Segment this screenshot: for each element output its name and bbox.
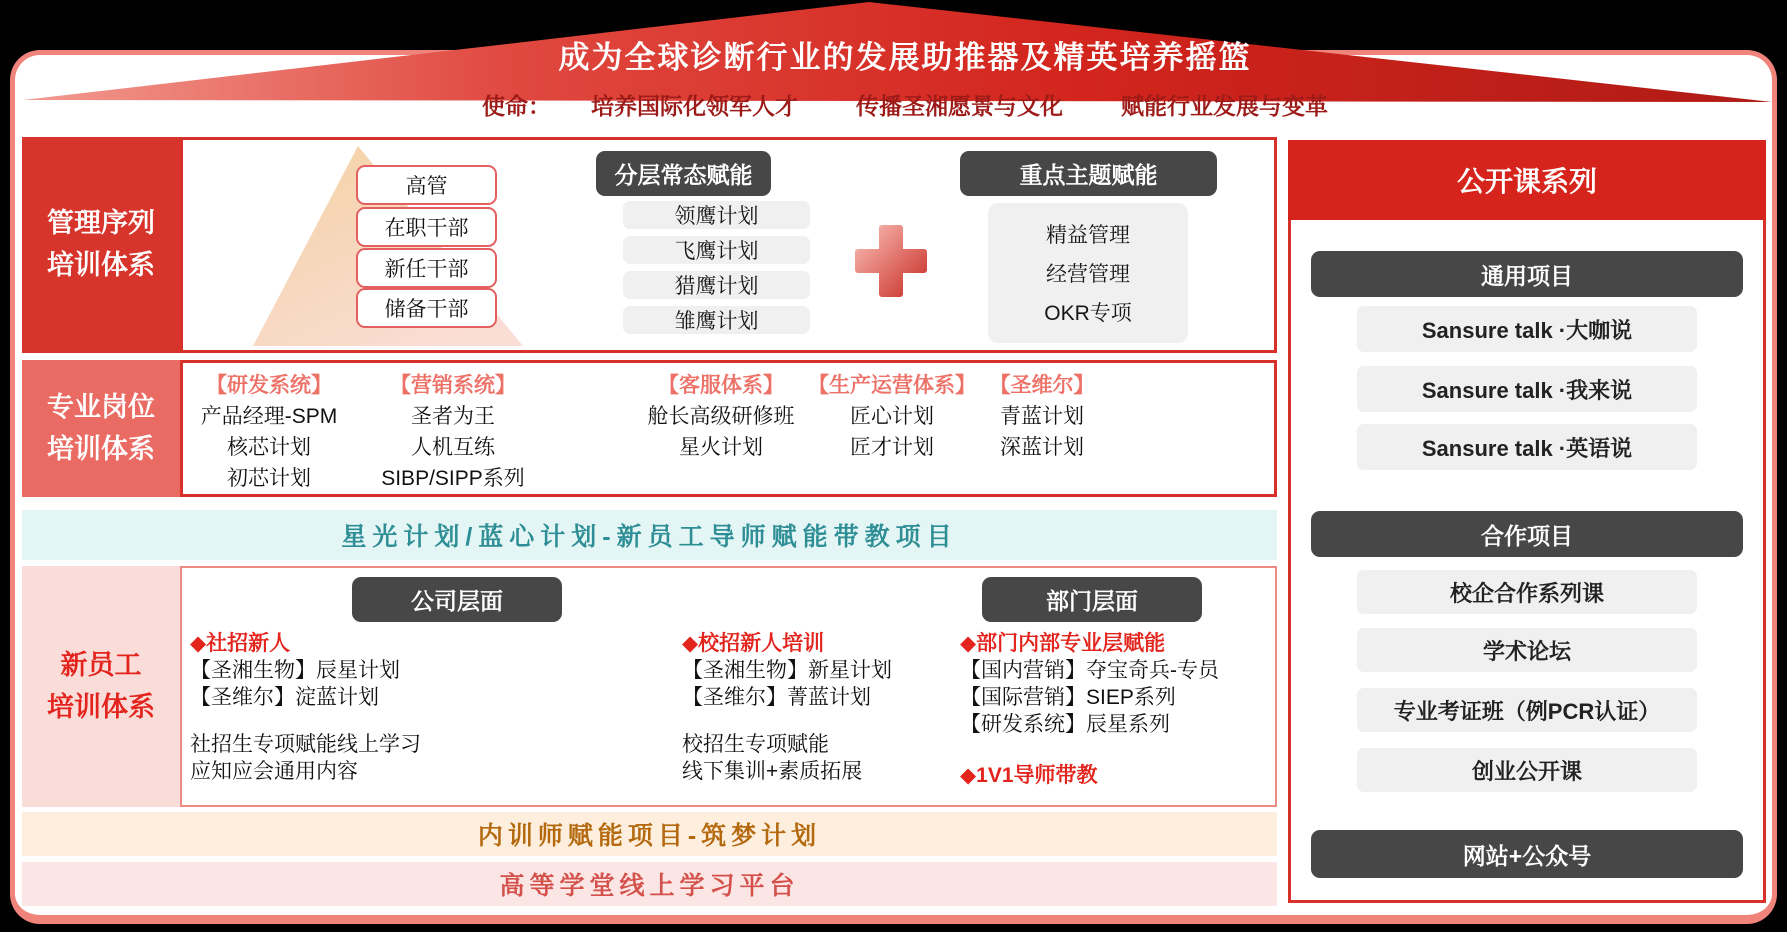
professional-content	[180, 360, 1277, 497]
department-item: 【研发系统】辰星系列	[960, 713, 1170, 736]
professional-column	[183, 371, 355, 494]
social-recruit-title: ◆社招新人	[190, 632, 291, 655]
social-recruit-note: 应知应会通用内容	[190, 760, 358, 783]
mission-item: 传播圣湘愿景与文化	[856, 93, 1063, 119]
department-title: ◆部门内部专业层赋能	[960, 632, 1166, 655]
website-wechat-footer: 网站+公众号	[1311, 830, 1743, 878]
column-item: 星火计划	[679, 436, 763, 459]
general-project-pill: Sansure talk ·我来说	[1357, 366, 1697, 412]
social-recruit-item: 【圣湘生物】辰星计划	[190, 659, 400, 682]
sidebar-professional	[22, 360, 180, 497]
professional-column	[363, 371, 543, 494]
theme-program: OKR专项	[1044, 302, 1132, 325]
plus-icon	[855, 225, 927, 297]
program-pill: 飞鹰计划	[623, 236, 810, 264]
sidebar-professional-line2: 培训体系	[47, 433, 155, 464]
general-project-pill: Sansure talk ·英语说	[1357, 424, 1697, 470]
coop-project-pill: 校企合作系列课	[1357, 570, 1697, 614]
mentor-program-bar: 星光计划/蓝心计划-新员工导师赋能带教项目	[22, 510, 1277, 560]
coop-project-pill: 学术论坛	[1357, 628, 1697, 672]
management-content	[180, 137, 1277, 353]
campus-recruit-title: ◆校招新人培训	[682, 632, 825, 655]
mission-label: 使命：	[482, 93, 551, 119]
column-header: 【生产运营体系】	[808, 374, 976, 397]
column-header: 【客服体系】	[658, 374, 784, 397]
department-column	[960, 630, 1219, 789]
campus-recruit-item: 【圣湘生物】新星计划	[682, 659, 892, 682]
campus-recruit-note: 校招生专项赋能	[682, 733, 829, 756]
mission-item: 培养国际化领军人才	[591, 93, 798, 119]
theme-programs-box	[988, 203, 1188, 343]
pyramid-tier: 新任干部	[356, 248, 497, 288]
social-recruit-column	[190, 630, 421, 785]
coop-project-pill: 创业公开课	[1357, 748, 1697, 792]
department-level-header: 部门层面	[982, 577, 1202, 622]
coop-projects-header: 合作项目	[1311, 511, 1743, 557]
company-level-header: 公司层面	[352, 577, 562, 622]
sidebar-management-line2: 培训体系	[47, 250, 155, 280]
program-pill: 雏鹰计划	[623, 306, 810, 334]
department-item: 【国内营销】夺宝奇兵-专员	[960, 659, 1219, 682]
column-item: 匠才计划	[850, 436, 934, 459]
sidebar-newcomer	[22, 566, 180, 807]
theme-enablement-header: 重点主题赋能	[960, 151, 1217, 196]
open-course-panel	[1288, 140, 1766, 903]
social-recruit-item: 【圣维尔】淀蓝计划	[190, 686, 379, 709]
one-on-one-mentor: ◆1V1导师带教	[960, 764, 1098, 787]
layered-enablement-header: 分层常态赋能	[596, 151, 771, 196]
sidebar-newcomer-line1: 新员工	[60, 649, 142, 680]
newcomer-content	[180, 566, 1277, 807]
campus-recruit-item: 【圣维尔】菁蓝计划	[682, 686, 871, 709]
mission-item: 赋能行业发展与变革	[1121, 93, 1328, 119]
column-header: 【营销系统】	[390, 374, 516, 397]
pyramid-tier: 高管	[356, 165, 497, 205]
sidebar-newcomer-line2: 培训体系	[47, 691, 155, 722]
trainer-program-bar: 内训师赋能项目-筑梦计划	[22, 812, 1277, 856]
department-item: 【国际营销】SIEP系列	[960, 686, 1176, 709]
theme-program: 精益管理	[1046, 224, 1130, 247]
professional-column	[947, 371, 1137, 463]
coop-project-pill: 专业考证班（例PCR认证）	[1357, 688, 1697, 732]
column-item: 圣者为王	[411, 405, 495, 428]
program-pill: 猎鹰计划	[623, 271, 810, 299]
campus-recruit-note: 线下集训+素质拓展	[682, 760, 863, 783]
column-item: 产品经理-SPM	[200, 405, 338, 428]
general-project-pill: Sansure talk ·大咖说	[1357, 306, 1697, 352]
sidebar-management	[22, 137, 180, 353]
mission-statement	[300, 88, 1510, 121]
vision-title: 成为全球诊断行业的发展助推器及精英培养摇篮	[558, 40, 1252, 75]
program-pill: 领鹰计划	[623, 201, 810, 229]
pyramid-tier: 储备干部	[356, 288, 497, 328]
sidebar-management-line1: 管理序列	[47, 208, 155, 239]
column-header: 【圣维尔】	[989, 374, 1095, 397]
column-item: 核芯计划	[227, 436, 311, 459]
column-item: 匠心计划	[850, 405, 934, 428]
general-projects-header: 通用项目	[1311, 251, 1743, 297]
sidebar-professional-line1: 专业岗位	[47, 391, 155, 422]
pyramid-tier: 在职干部	[356, 207, 497, 247]
column-item: 初芯计划	[227, 467, 311, 490]
column-item: 人机互练	[411, 436, 495, 459]
column-item: SIBP/SIPP系列	[381, 467, 525, 490]
social-recruit-note: 社招生专项赋能线上学习	[190, 733, 421, 756]
theme-program: 经营管理	[1046, 263, 1130, 286]
column-item: 深蓝计划	[1000, 436, 1084, 459]
column-header: 【研发系统】	[206, 374, 332, 397]
open-course-header: 公开课系列	[1288, 140, 1766, 220]
column-item: 舱长高级研修班	[647, 405, 795, 428]
campus-recruit-column	[682, 630, 892, 785]
column-item: 青蓝计划	[1000, 405, 1084, 428]
learning-platform-bar: 高等学堂线上学习平台	[22, 862, 1277, 906]
